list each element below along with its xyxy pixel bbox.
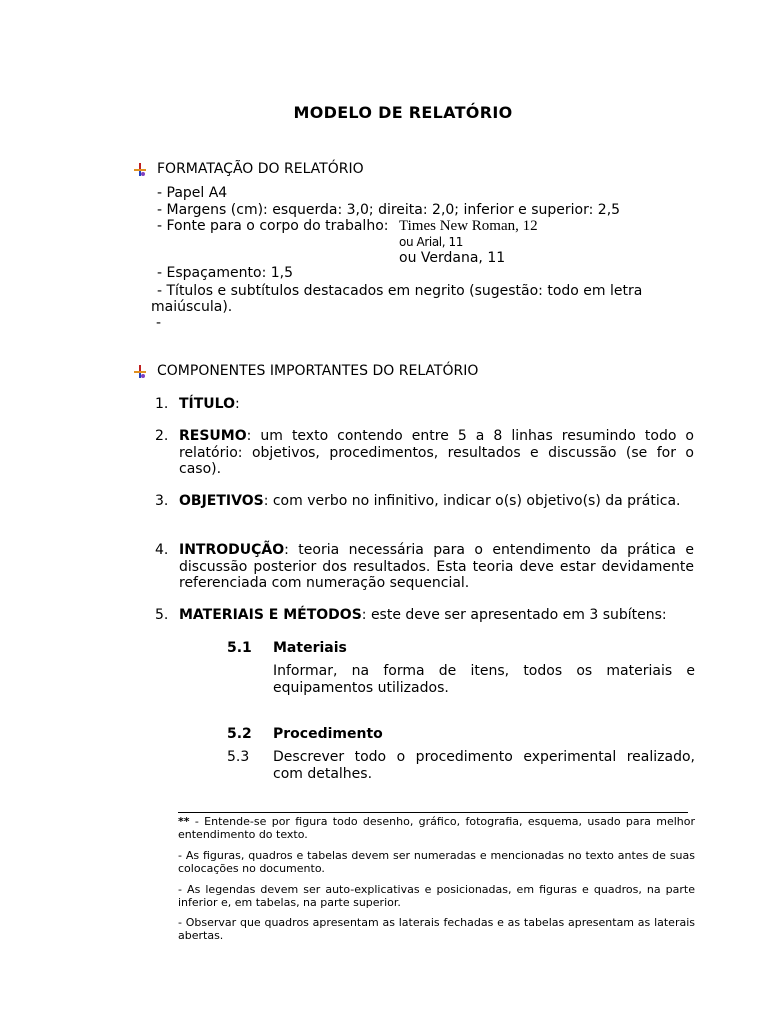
bullet-icon (133, 365, 147, 379)
list-label: INTRODUÇÃO (179, 542, 285, 558)
format-line-font: - Fonte para o corpo do trabalho: (157, 218, 389, 234)
list-body (179, 493, 694, 510)
list-text: : um texto contendo entre 5 a 8 linhas resumindo todo o relatório: objetivos, procedimentos, resultados e discussão (se for o caso). (179, 428, 694, 477)
footnote-captions: - As legendas devem ser auto-explicativas e posicionadas, em figuras e quadros, na parte inferior e, em tabelas, na parte superior. (178, 883, 695, 909)
bullet-icon (133, 163, 147, 177)
format-line-spacing: - Espaçamento: 1,5 (157, 265, 293, 281)
format-line-dash: - (156, 315, 162, 331)
subitem-number: 5.2 (227, 726, 252, 742)
subitem-title-procedimento: Procedimento (273, 726, 383, 742)
list-number: 4. (155, 542, 169, 558)
footnote-tables: - Observar que quadros apresentam as laterais fechadas e as tabelas apresentam as laterais abertas. (178, 916, 695, 942)
format-line-paper: - Papel A4 (157, 185, 228, 201)
list-body (179, 542, 694, 592)
list-number: 2. (155, 428, 169, 444)
list-number: 3. (155, 493, 169, 509)
list-text: : (235, 396, 240, 412)
subitem-title-materiais: Materiais (273, 640, 347, 656)
list-text: : com verbo no infinitivo, indicar o(s) objetivo(s) da prática. (263, 493, 681, 509)
page-title: MODELO DE RELATÓRIO (293, 103, 513, 122)
footnote-text: - Entende-se por figura todo desenho, gráfico, fotografia, esquema, usado para melhor entendimento do texto. (178, 815, 695, 841)
subitem-text-procedimento: Descrever todo o procedimento experimental realizado, com detalhes. (273, 749, 695, 782)
format-font-arial: ou Arial, 11 (399, 235, 464, 249)
list-number: 1. (155, 396, 169, 412)
format-line-margins: - Margens (cm): esquerda: 3,0; direita: 2,0; inferior e superior: 2,5 (157, 202, 621, 218)
list-body (179, 428, 694, 478)
format-line-titles-cont: maiúscula). (151, 299, 233, 315)
list-label: RESUMO (179, 428, 247, 444)
subitem-number: 5.3 (227, 749, 250, 765)
list-label: OBJETIVOS (179, 493, 264, 509)
footnote-stars: ** (178, 815, 190, 828)
list-body (179, 607, 694, 624)
list-text: : teoria necessária para o entendimento da prática e discussão posterior dos resultados. Esta teoria deve estar devidamente referenciada com numeração sequencial. (179, 542, 694, 591)
footnote-figures (178, 815, 695, 841)
format-font-times: Times New Roman, 12 (399, 218, 538, 234)
subitem-text-materiais: Informar, na forma de itens, todos os materiais e equipamentos utilizados. (273, 663, 695, 696)
footnote-divider (178, 812, 688, 813)
list-text: : este deve ser apresentado em 3 subítens: (361, 607, 667, 623)
footnote-numbering: - As figuras, quadros e tabelas devem ser numeradas e mencionadas no texto antes de suas colocações no documento. (178, 849, 695, 875)
section-heading-formatacao: FORMATAÇÃO DO RELATÓRIO (157, 161, 364, 177)
format-line-titles: - Títulos e subtítulos destacados em negrito (sugestão: todo em letra (157, 283, 643, 299)
list-label: MATERIAIS E MÉTODOS (179, 607, 362, 623)
list-label: TÍTULO (179, 396, 235, 412)
subitem-number: 5.1 (227, 640, 252, 656)
list-number: 5. (155, 607, 169, 623)
format-font-verdana: ou Verdana, 11 (399, 250, 506, 266)
section-heading-componentes: COMPONENTES IMPORTANTES DO RELATÓRIO (157, 363, 479, 379)
list-body (179, 396, 694, 413)
